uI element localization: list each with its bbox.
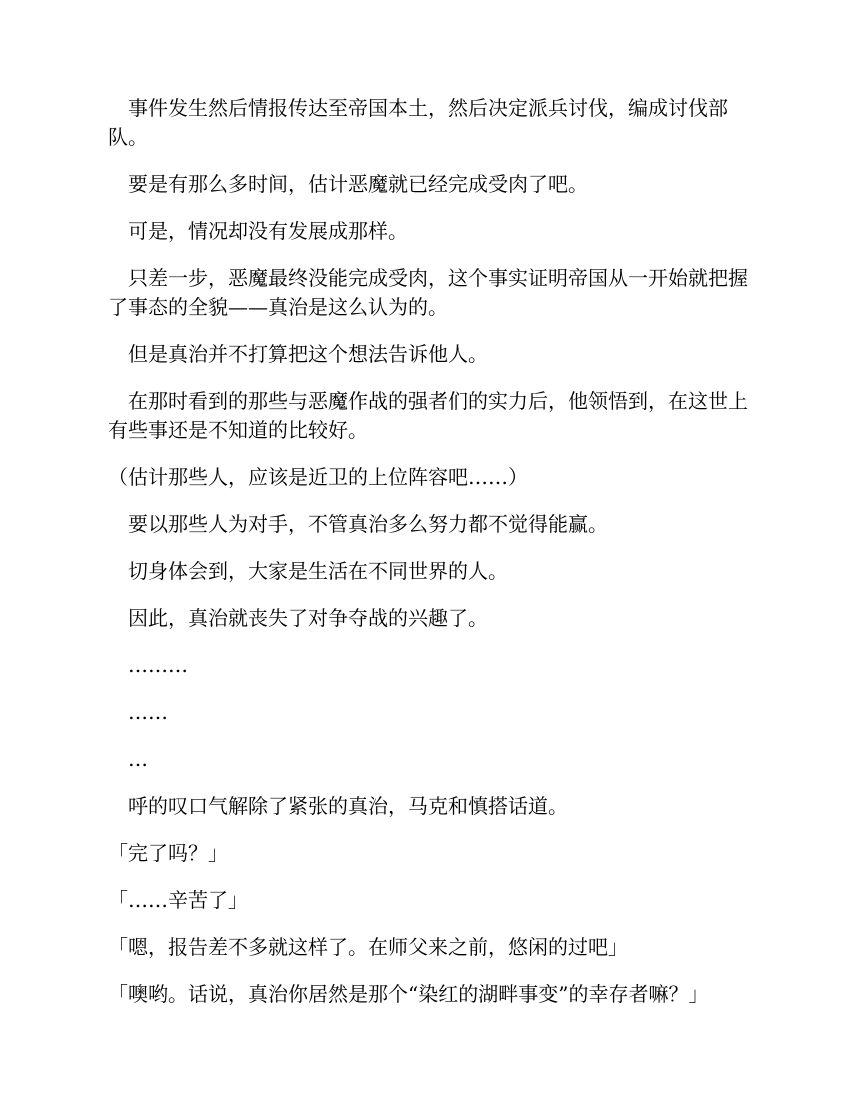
paragraph: 要是有那么多时间，估计恶魔就已经完成受肉了吧。: [128, 172, 588, 196]
paragraph: 可是，情况却没有发展成那样。: [128, 219, 408, 243]
paragraph: 呼的叹口气解除了紧张的真治，马克和慎搭话道。: [128, 794, 568, 818]
paragraph: 要以那些人为对手，不管真治多么努力都不觉得能赢。: [128, 512, 608, 536]
paragraph: 只差一步，恶魔最终没能完成受肉，这个事实证明帝国从一开始就把握了事态的全貌——真治是这么认为的。: [108, 266, 748, 319]
paragraph: 但是真治并不打算把这个想法告诉他人。: [128, 342, 488, 366]
dialogue-line: 「噢哟。话说，真治你居然是那个“染红的湖畔事变”的幸存者嘛？」: [108, 982, 709, 1006]
dialogue-line: 「嗯，报告差不多就这样了。在师父来之前，悠闲的过吧」: [108, 935, 628, 959]
paragraph: 事件发生然后情报传达至帝国本土，然后决定派兵讨伐，编成讨伐部队。: [108, 96, 728, 149]
paragraph: 在那时看到的那些与恶魔作战的强者们的实力后，他领悟到，在这世上有些事还是不知道的比较好。: [108, 389, 748, 442]
ellipsis-line: ……: [128, 700, 168, 724]
paragraph: 切身体会到，大家是生活在不同世界的人。: [128, 559, 508, 583]
paragraph: 因此，真治就丧失了对争夺战的兴趣了。: [128, 606, 488, 630]
dialogue-line: 「……辛苦了」: [108, 888, 248, 912]
dialogue-line: 「完了吗？」: [108, 841, 228, 865]
ellipsis-line: ………: [128, 653, 188, 677]
ellipsis-line: …: [128, 747, 148, 771]
document-page: [108, 94, 748, 1027]
inner-thought-line: （估计那些人，应该是近卫的上位阵容吧……）: [108, 465, 528, 489]
